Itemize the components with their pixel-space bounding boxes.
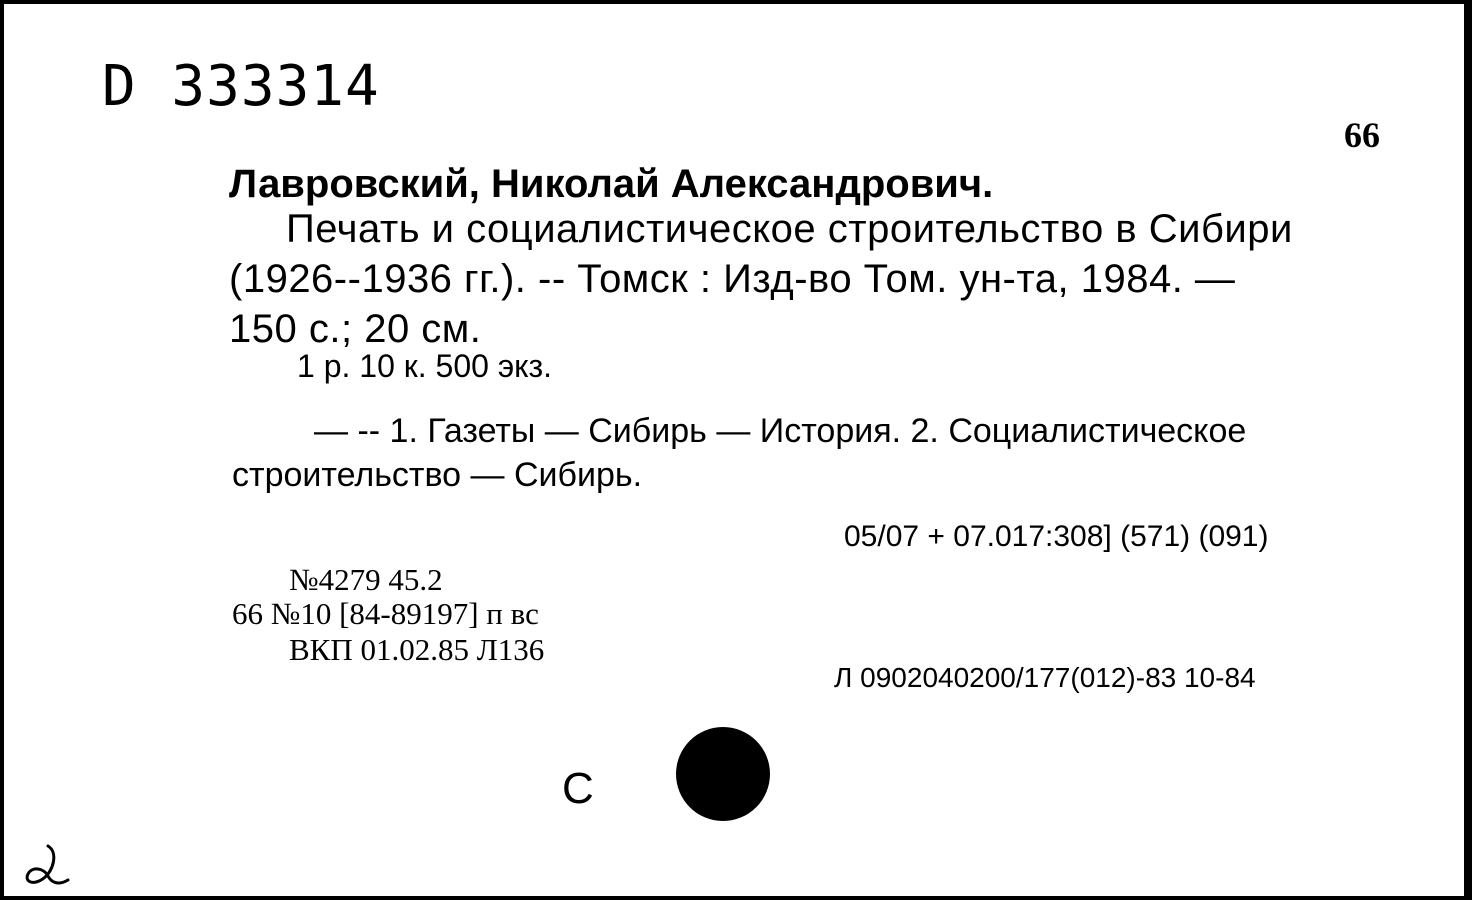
class-code: 66 xyxy=(1344,115,1380,155)
udc-classification: 05/07 + 07.017:308] (571) (091) xyxy=(844,520,1269,553)
subjects-line-2: строительство — Сибирь. xyxy=(232,456,643,494)
subjects-line-1: — -- 1. Газеты — Сибирь — История. 2. Социалистическое xyxy=(314,412,1247,450)
punch-hole xyxy=(676,727,770,821)
author-heading: Лавровский, Николай Александрович. xyxy=(229,162,994,206)
bookkeeping-line-3: ВКП 01.02.85 Л136 xyxy=(289,632,545,667)
bookkeeping-line-1: №4279 45.2 xyxy=(289,562,443,597)
price-line: 1 р. 10 к. 500 экз. xyxy=(297,348,553,384)
title-line-3: 150 с.; 20 см. xyxy=(229,307,482,351)
title-line-1: Печать и социалистическое строительство в Сибири xyxy=(286,207,1293,251)
bookkeeping-line-2: 66 №10 [84-89197] п вс xyxy=(232,596,539,631)
bottom-letter: С xyxy=(562,764,594,813)
catalog-number: D 333314 xyxy=(102,54,380,119)
order-code: Л 0902040200/177(012)-83 10-84 xyxy=(834,662,1256,693)
handwritten-mark-icon xyxy=(18,842,78,892)
title-line-2: (1926--1936 гг.). -- Томск : Изд-во Том. ун-та, 1984. — xyxy=(229,257,1236,301)
